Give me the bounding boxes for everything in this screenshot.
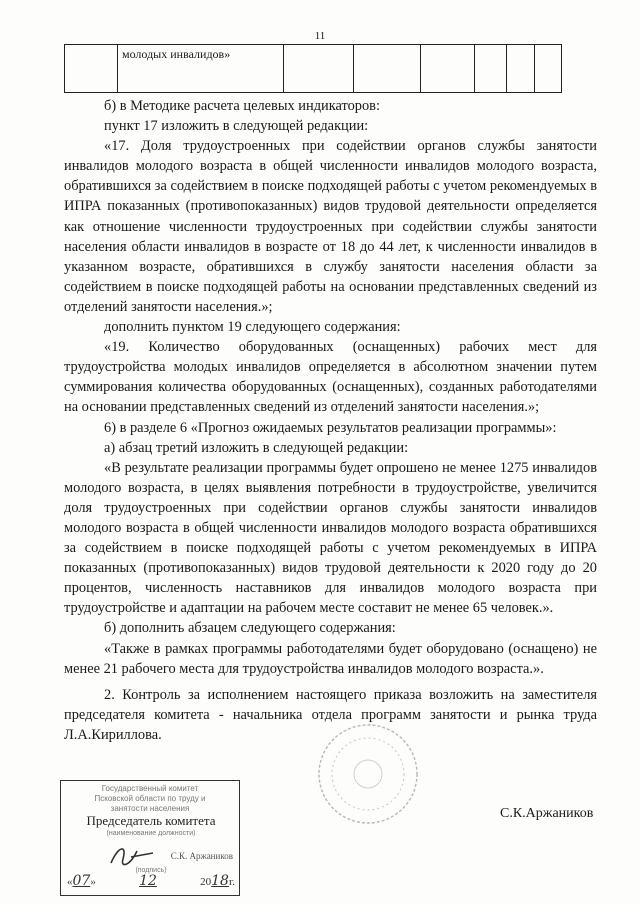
official-seal — [316, 722, 420, 826]
continued-table — [64, 44, 562, 93]
table-cell — [507, 45, 535, 93]
paragraph: «Также в рамках программы работодателями будет оборудовано (оснащено) не менее 21 рабочего места для трудоустройства инвалидов молодого возраста.». — [64, 640, 597, 677]
stamp-position-caption: (наименование должности) — [106, 830, 196, 837]
stamp-signer-name: С.К. Аржаников — [170, 851, 233, 861]
paragraph: а) абзац третий изложить в следующей редакции: — [104, 439, 409, 456]
signer-name: С.К.Аржаников — [500, 806, 594, 821]
paragraph: 2. Контроль за исполнением настоящего приказа возложить на заместителя председателя комитета - начальника отдела программ занятости и рынка труда Л.А.Кириллова. — [64, 686, 597, 743]
paragraph: б) дополнить абзацем следующего содержания: — [104, 620, 396, 637]
stamp-date-month: 12 — [139, 873, 157, 889]
stamp-date-year: 18 — [211, 873, 229, 889]
table-cell — [354, 45, 421, 93]
stamp-date-year-suffix: г. — [228, 876, 235, 888]
stamp-date-day: 07 — [72, 873, 91, 889]
paragraph: «17. Доля трудоустроенных при содействии органов службы занятости инвалидов молодого возраста в общей численности инвалидов молодого возраста, обратившихся за содействием в поиске подходящей работы с учетом рекомендуемых в ИПРА показанных (противопоказанных) видов трудовой деятельности определяется как отношение численности трудоустроенных при содействии службы занятости населения области инвалидов в возрасте от 18 до 44 лет, к численности инвалидов в указанном возрасте, обратившихся в службу занятости населения области за содействием в поиске подходящей работы на основании представленных сведений из отделений занятости населения.»; — [64, 138, 597, 315]
paragraph: б) в Методике расчета целевых индикаторов: — [104, 98, 380, 114]
table-cell — [284, 45, 354, 93]
table-cell-description: молодых инвалидов» — [118, 45, 284, 93]
table-cell — [421, 45, 475, 93]
paragraph: 6) в разделе 6 «Прогноз ожидаемых результатов реализации программы»: — [104, 419, 557, 436]
table-cell — [535, 45, 562, 93]
stamp-signature-caption: (подпись) — [135, 867, 167, 874]
stamp-date-year-prefix: 20 — [200, 876, 212, 888]
approval-stamp — [60, 780, 240, 896]
table-cell — [65, 45, 118, 93]
table-cell — [475, 45, 507, 93]
paragraph: дополнить пунктом 19 следующего содержания: — [104, 319, 401, 336]
stamp-org-line: Псковской области по труду и — [94, 794, 206, 803]
document-body — [64, 96, 597, 745]
stamp-signature-row — [61, 841, 241, 869]
paragraph: пункт 17 изложить в следующей редакции: — [104, 118, 369, 135]
paragraph: «19. Количество оборудованных (оснащенных) рабочих мест для трудоустройства молодых инвалидов определяется в абсолютном значении путем суммирования количества оборудованных (оснащенных), созданных работодателями на основании представленных сведений из отделений занятости населения.»; — [64, 339, 597, 416]
stamp-date: «07» 12 2018г. — [67, 873, 235, 889]
stamp-position: Председатель комитета — [86, 813, 216, 828]
table-row — [65, 45, 562, 93]
page-number: 11 — [314, 30, 326, 42]
stamp-org-line: занятости населения — [110, 804, 190, 813]
paragraph: «В результате реализации программы будет опрошено не менее 1275 инвалидов молодого возраста, в целях выявления потребности в трудоустройстве, увеличится доля трудоустроенных при содействии органов службы занятости инвалидов молодого возраста в общей численности инвалидов молодого возраста обратившихся за содействием в поиске подходящей работы с учетом рекомендуемых в ИПРА показанных (противопоказанных) видов трудовой деятельности к 2020 году до 20 процентов, численность наставников для инвалидов молодого возраста при трудоустройстве и адаптации на рабочем месте составит не менее 65 человек.». — [64, 459, 597, 617]
stamp-org-line: Государственный комитет — [101, 784, 199, 793]
